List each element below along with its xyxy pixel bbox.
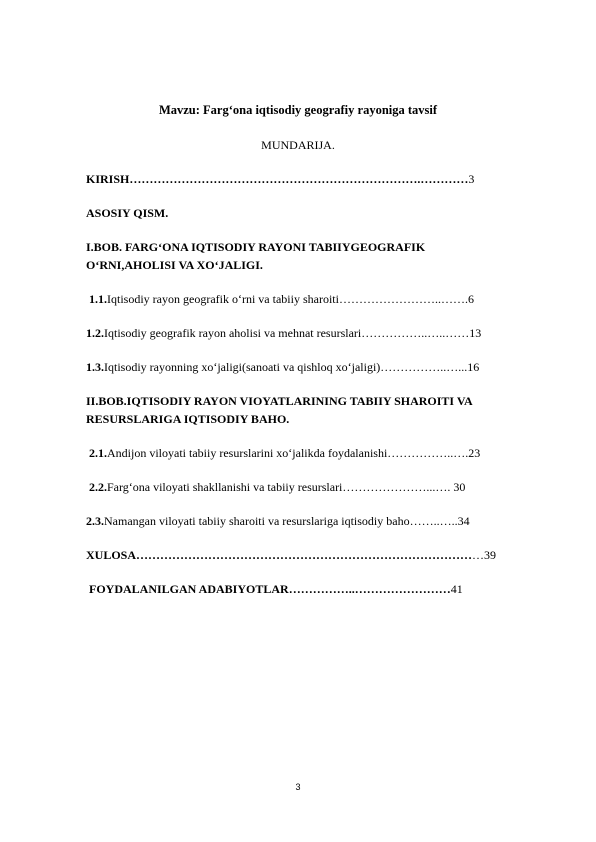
toc-intro-label: KIRISH — [86, 172, 130, 186]
toc-section-text: Iqtisodiy geografik rayon aholisi va mehnat resurslari……………..…..……13 — [104, 326, 482, 340]
toc-intro — [86, 172, 474, 187]
toc-section-1-2 — [86, 326, 481, 341]
toc-section-number: 1.2. — [86, 326, 104, 340]
contents-heading: MUNDARIJA. — [261, 138, 335, 152]
toc-section-1-3 — [86, 360, 479, 375]
toc-section-text: Andijon viloyati tabiiy resurslarini xo‘jalikda foydalanishi……………..….23 — [107, 446, 481, 460]
document-title: Mavzu: Farg‘ona iqtisodiy geografiy rayoniga tavsif — [158, 103, 438, 117]
toc-section-2-1 — [89, 446, 480, 461]
toc-chapter1-line1: I.BOB. FARG‘ONA IQTISODIY RAYONI TABIIYGEOGRAFIK — [86, 240, 426, 254]
toc-section-text: Farg‘ona viloyati shakllanishi va tabiiy resurslari…………………...…. 30 — [107, 480, 466, 494]
toc-chapter1-line2: O‘RNI,AHOLISI VA XO‘JALIGI. — [86, 258, 263, 272]
toc-section-2-3 — [86, 514, 470, 529]
toc-section-text: Iqtisodiy rayon geografik o‘rni va tabiiy sharoiti……………………..…….6 — [107, 292, 474, 306]
page-number: 3 — [295, 782, 301, 792]
toc-section-number: 2.1. — [89, 446, 107, 460]
toc-references-dots: ……………..…………………… — [288, 582, 451, 596]
toc-section-1-1 — [89, 292, 474, 307]
toc-references-page: 41 — [450, 582, 463, 596]
toc-conclusion-label: XULOSA — [86, 548, 137, 562]
toc-references — [89, 582, 463, 597]
toc-references-label: FOYDALANILGAN ADABIYOTLAR — [89, 582, 289, 596]
toc-intro-dots: ……………………………………………………………….………… — [129, 172, 469, 186]
toc-conclusion-dots: ………………………………………………………………………… — [136, 548, 473, 562]
toc-section-number: 2.2. — [89, 480, 107, 494]
toc-section-number: 2.3. — [86, 514, 104, 528]
toc-section-number: 1.3. — [86, 360, 104, 374]
toc-section-2-2 — [89, 480, 465, 495]
toc-conclusion-page: …39 — [472, 548, 497, 562]
toc-chapter2-line1: II.BOB.IQTISODIY RAYON VIOYATLARINING TABIIY SHAROITI VA — [86, 394, 473, 408]
toc-section-text: Namangan viloyati tabiiy sharoiti va resurslariga iqtisodiy baho……..…..34 — [104, 514, 470, 528]
toc-chapter2-line2: RESURSLARIGA IQTISODIY BAHO. — [86, 412, 290, 426]
toc-section-number: 1.1. — [89, 292, 107, 306]
toc-conclusion — [86, 548, 496, 563]
toc-intro-page: 3 — [468, 172, 475, 186]
toc-main-part: ASOSIY QISM. — [86, 206, 169, 220]
toc-section-text: Iqtisodiy rayonning xo‘jaligi(sanoati va qishloq xo‘jaligi)……………..…...16 — [104, 360, 480, 374]
